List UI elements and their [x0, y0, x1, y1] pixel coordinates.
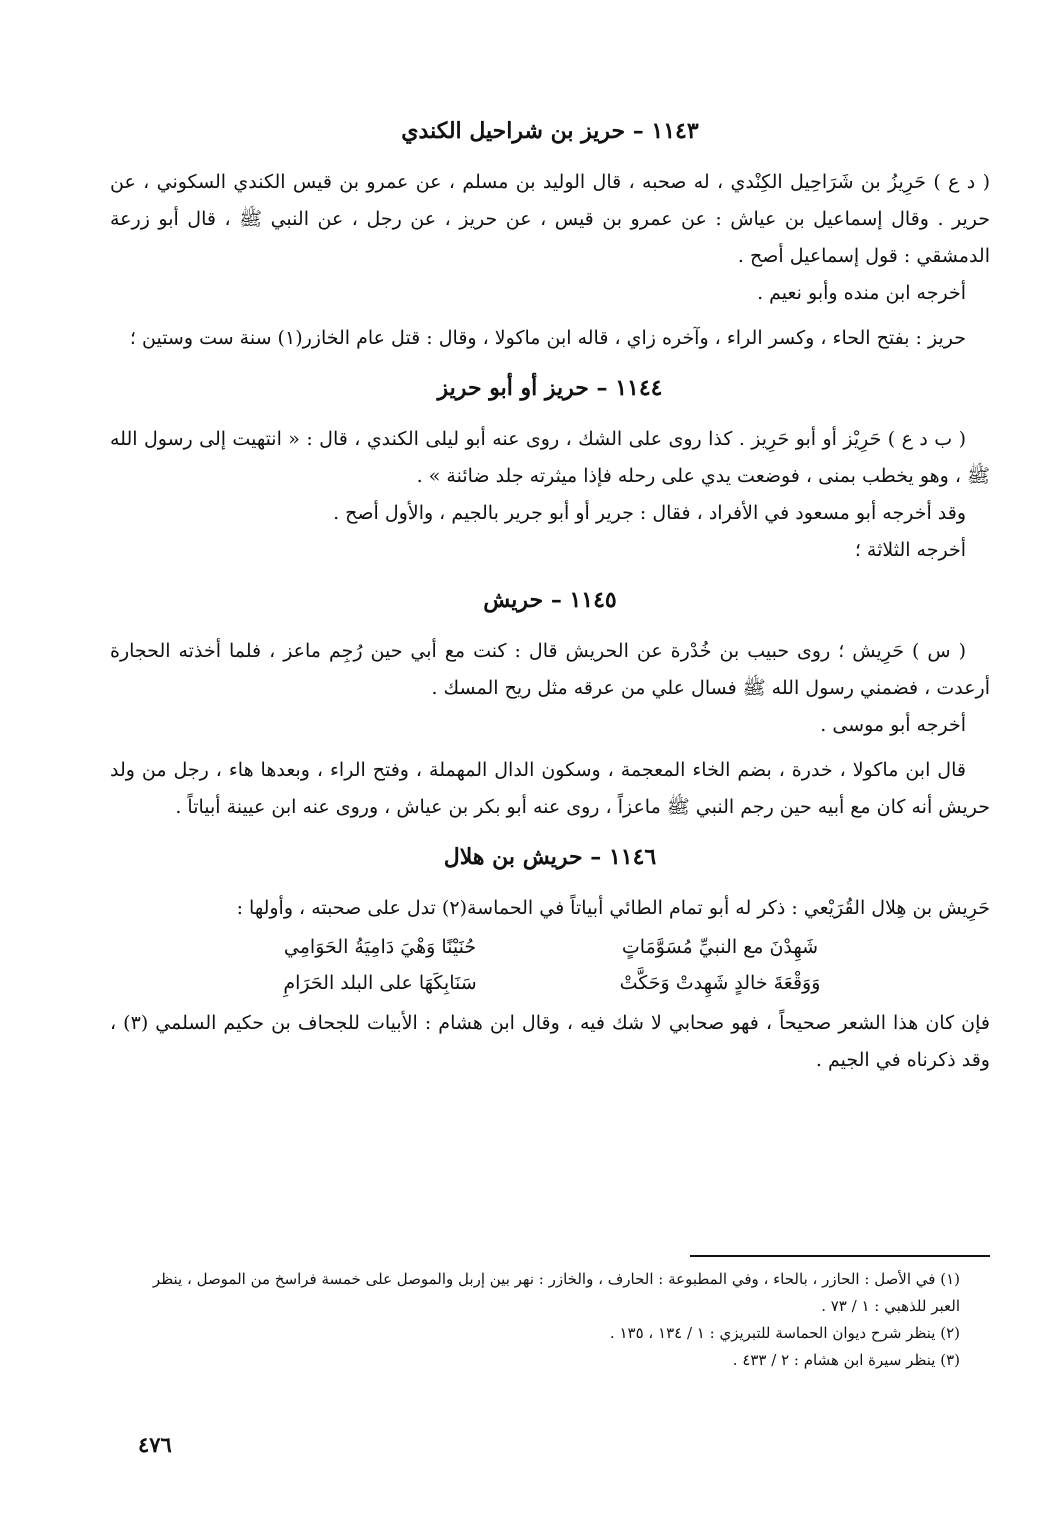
footnote: (٢) ينظر شرح ديوان الحماسة للتبريزي : ١ / ١٣٤ ، ١٣٥ .	[609, 1324, 960, 1342]
entry-1145	[110, 583, 990, 826]
entry-paragraph: ( س ) حَرِيش ؛ روى حبيب بن خُدْرة عن الحريش قال : كنت مع أبي حين رُجِم ماعز ، فلما أخذته الحجارة أرعدت ، فضمني رسول الله ﷺ فسال علي من عرقه مثل ريح المسك .	[110, 640, 990, 699]
entry-1143	[110, 114, 990, 357]
page-body	[110, 100, 990, 1079]
poem-hemistich: وَوَقْعَةَ خالدٍ شَهِدتْ وَحَكَّتْ	[619, 972, 821, 994]
entry-title: ١١٤٥ – حريش	[483, 587, 617, 613]
entry-paragraph: أخرجه ابن منده وأبو نعيم .	[757, 282, 966, 304]
entry-title: ١١٤٦ – حريش بن هلال	[443, 844, 657, 870]
poem-hemistich: سَنَابِكَهَا على البلد الحَرَامِ	[283, 972, 477, 994]
entry-paragraph: ( د ع ) حَرِيزُ بن شَرَاحِيل الكِنْدي ، له صحبه ، قال الوليد بن مسلم ، عن عمرو بن قيس الكندي السكوني ، عن حرير . وقال إسماعيل بن عياش : عن عمرو بن قيس ، عن حريز ، عن رجل ، عن النبي ﷺ ، قال أبو زرعة الدمشقي : قول إسماعيل أصح .	[110, 171, 990, 267]
footnotes	[120, 1266, 960, 1374]
page-number: ٤٧٦	[138, 1432, 172, 1457]
entry-title: ١١٤٣ – حريز بن شراحيل الكندي	[401, 118, 699, 144]
entry-paragraph: فإن كان هذا الشعر صحيحاً ، فهو صحابي لا شك فيه ، وقال ابن هشام : الأبيات للجحاف بن حكيم السلمي (٣) ، وقد ذكرناه في الجيم .	[110, 1012, 990, 1071]
entry-paragraph: قال ابن ماكولا ، خدرة ، بضم الخاء المعجمة ، وسكون الدال المهملة ، وفتح الراء ، وبعدها هاء ، رجل من ولد حريش أنه كان مع أبيه حين رجم النبي ﷺ ماعزاً ، روى عنه أبو بكر بن عياش ، وروى عنه ابن عيينة أبياتاً .	[110, 759, 990, 818]
footnote-divider	[690, 1255, 990, 1257]
entry-paragraph: أخرجه أبو موسى .	[820, 714, 966, 736]
poem	[110, 929, 990, 1001]
entry-paragraph: ( ب د ع ) حَرِيْز أو أبو حَرِيز . كذا روى على الشك ، روى عنه أبو ليلى الكندي ، قال : « انتهيت إلى رسول الله ﷺ ، وهو يخطب بمنى ، فوضعت يدي على رحله فإذا ميثرته جلد ضائنة » .	[110, 428, 990, 487]
entry-paragraph: أخرجه الثلاثة ؛	[854, 539, 966, 561]
poem-hemistich: شَهِدْنَ مع النبيِّ مُسَوَّمَاتٍ	[621, 936, 819, 958]
entry-paragraph: وقد أخرجه أبو مسعود في الأفراد ، فقال : جرير أو أبو جرير بالجيم ، والأول أصح .	[333, 502, 966, 524]
entry-paragraph: حَرِيش بن هِلال القُرَيْعي : ذكر له أبو تمام الطائي أبياتاً في الحماسة(٢) تدل على صحبته ، وأولها :	[236, 897, 990, 919]
poem-hemistich: حُنَيْنًا وَهْيَ دَامِيَةُ الحَوَامِي	[283, 936, 477, 958]
entry-1146	[110, 840, 990, 1079]
entry-1144	[110, 371, 990, 569]
entry-title: ١١٤٤ – حريز أو أبو حريز	[437, 375, 663, 401]
footnote: (٣) ينظر سيرة ابن هشام : ٢ / ٤٣٣ .	[732, 1351, 960, 1369]
entry-paragraph: حريز : بفتح الحاء ، وكسر الراء ، وآخره زاي ، قاله ابن ماكولا ، وقال : قتل عام الخازر(١) سنة ست وستين ؛	[129, 327, 966, 349]
footnote: (١) في الأصل : الحازر ، بالحاء ، وفي المطبوعة : الحارف ، والخازر : نهر بين إربل والموصل على خمسة فراسخ من الموصل ، ينظر العبر للذهبي : ١ / ٧٣ .	[152, 1270, 960, 1315]
